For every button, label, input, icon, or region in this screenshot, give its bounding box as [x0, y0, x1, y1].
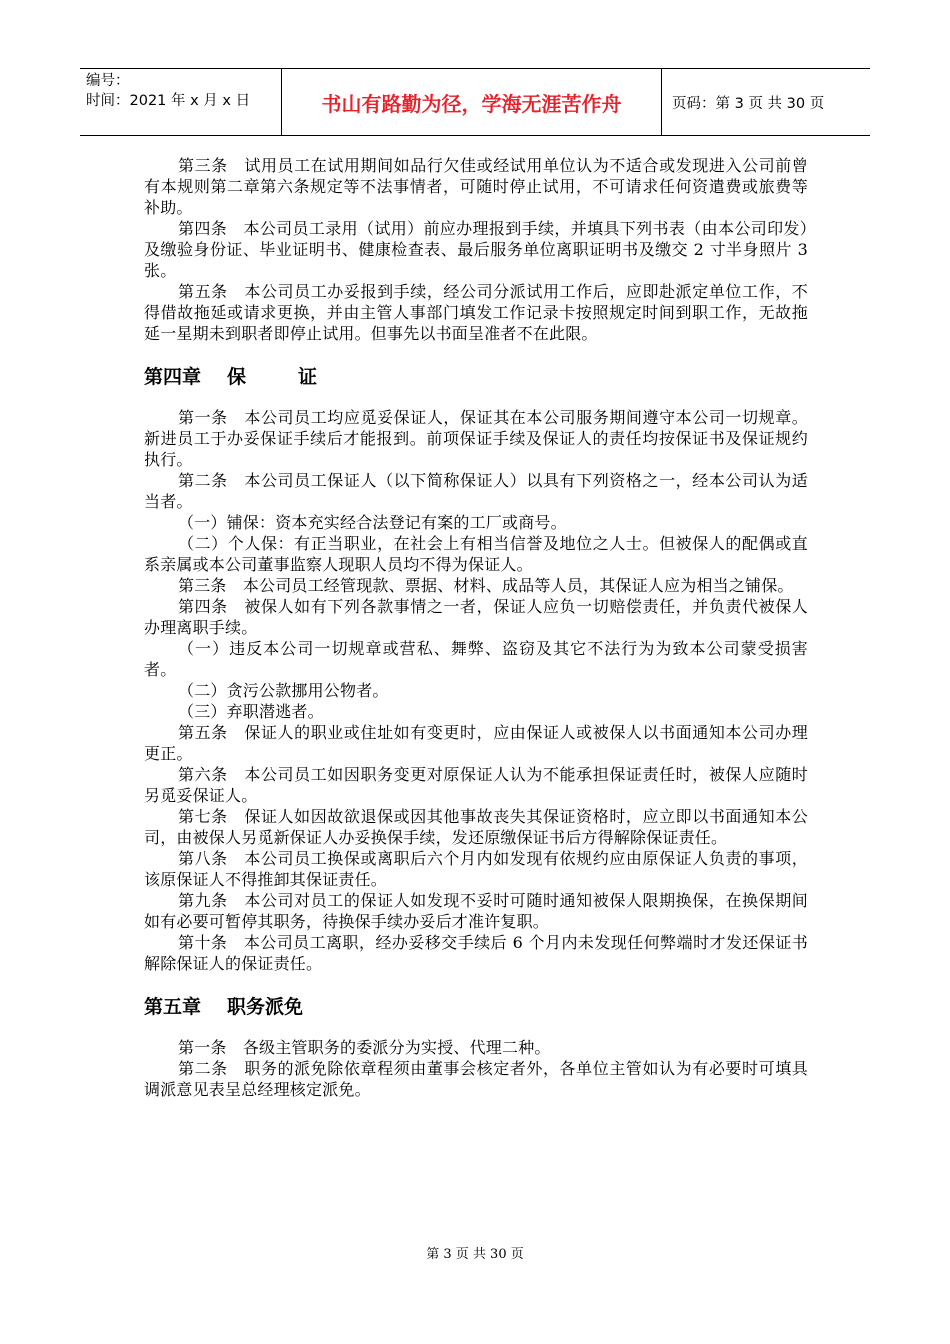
- chapter-5-name: 职务派免: [227, 996, 304, 1018]
- paragraph: （二）个人保：有正当职业，在社会上有相当信誉及地位之人士。但被保人的配偶或直系亲属或本公司董事监察人现职人员均不得为保证人。: [144, 534, 808, 574]
- paragraph: 第七条 保证人如因故欲退保或因其他事故丧失其保证资格时，应立即以书面通知本公司，由被保人另觅新保证人办妥换保手续，发还原缴保证书后方得解除保证责任。: [144, 807, 808, 847]
- paragraph: 第二条 职务的派免除依章程须由董事会核定者外，各单位主管如认为有必要时可填具调派意见表呈总经理核定派免。: [144, 1059, 808, 1099]
- chapter-4-name-part2: 证: [298, 366, 318, 388]
- paragraph: 第三条 本公司员工经管现款、票据、材料、成品等人员，其保证人应为相当之铺保。: [178, 576, 794, 595]
- paragraph: 第一条 本公司员工均应觅妥保证人，保证其在本公司服务期间遵守本公司一切规章。新进员工于办妥保证手续后才能报到。前项保证手续及保证人的责任均按保证书及保证规约执行。: [144, 408, 808, 469]
- paragraph: （三）弃职潜逃者。: [178, 702, 324, 721]
- chapter-5-number: 第五章: [144, 996, 202, 1018]
- paragraph: （一）铺保：资本充实经合法登记有案的工厂或商号。: [178, 513, 567, 532]
- doc-number-label: 编号：: [86, 73, 130, 89]
- paragraph: 第一条 各级主管职务的委派分为实授、代理二种。: [178, 1038, 551, 1057]
- chapter-4-title: [144, 364, 808, 390]
- paragraph: 第九条 本公司对员工的保证人如发现不妥时可随时通知被保人限期换保，在换保期间如有必要可暂停其职务，待换保手续办妥后才准许复职。: [144, 891, 808, 931]
- paragraph: 第四条 被保人如有下列各款事情之一者，保证人应负一切赔偿责任，并负责代被保人办理离职手续。: [144, 597, 808, 637]
- paragraph: 第五条 保证人的职业或住址如有变更时，应由保证人或被保人以书面通知本公司办理更正。: [144, 723, 808, 763]
- paragraph: 第二条 本公司员工保证人（以下简称保证人）以具有下列资格之一，经本公司认为适当者。: [144, 471, 808, 511]
- doc-time-label: 时间：2021 年 x 月 x 日: [86, 93, 251, 109]
- paragraph: （一）违反本公司一切规章或营私、舞弊、盗窃及其它不法行为为致本公司蒙受损害者。: [144, 639, 808, 679]
- page-footer: 第 3 页 共 30 页: [426, 1247, 524, 1262]
- chapter-4-number: 第四章: [144, 366, 202, 388]
- chapter-4-name-part1: 保: [227, 366, 247, 388]
- paragraph: 第四条 本公司员工录用（试用）前应办理报到手续，并填具下列书表（由本公司印发）及缴验身份证、毕业证明书、健康检查表、最后服务单位离职证明书及缴交 2 寸半身照片 3 张。: [144, 219, 808, 280]
- paragraph: 第六条 本公司员工如因职务变更对原保证人认为不能承担保证责任时，被保人应随时另觅妥保证人。: [144, 765, 808, 805]
- header-meta: [80, 69, 282, 135]
- document-body: [144, 155, 808, 1100]
- paragraph: 第五条 本公司员工办妥报到手续，经公司分派试用工作后，应即赴派定单位工作，不得借故拖延或请求更换，并由主管人事部门填发工作记录卡按照规定时间到职工作，无故拖延一星期未到职者即停止试用。但事先以书面呈准者不在此限。: [144, 282, 808, 343]
- chapter-5-title: [144, 994, 808, 1020]
- paragraph: （二）贪污公款挪用公物者。: [178, 681, 389, 700]
- page-header: [80, 68, 870, 136]
- header-motto: 书山有路勤为径，学海无涯苦作舟: [282, 69, 662, 135]
- paragraph: 第八条 本公司员工换保或离职后六个月内如发现有依规约应由原保证人负责的事项，该原保证人不得推卸其保证责任。: [144, 849, 808, 889]
- header-page-number: 页码：第 3 页 共 30 页: [672, 95, 825, 112]
- paragraph: 第十条 本公司员工离职，经办妥移交手续后 6 个月内未发现任何弊端时才发还保证书解除保证人的保证责任。: [144, 933, 808, 973]
- paragraph: 第三条 试用员工在试用期间如品行欠佳或经试用单位认为不适合或发现进入公司前曾有本规则第二章第六条规定等不法事情者，可随时停止试用，不可请求任何资遣费或旅费等补助。: [144, 156, 808, 217]
